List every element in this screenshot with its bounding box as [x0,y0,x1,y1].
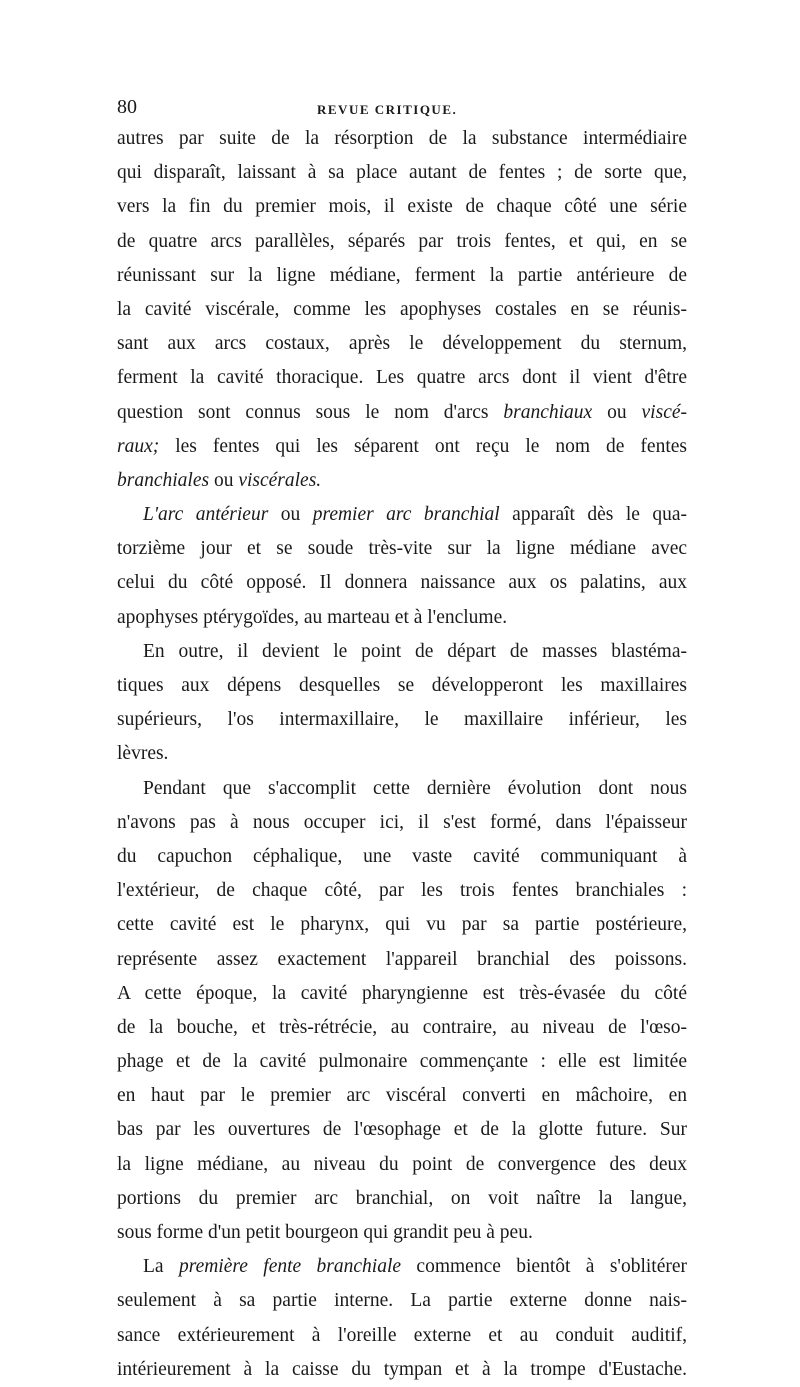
text-line: cette cavité est le pharynx, qui vu par sa partie postérieure, [117,914,687,936]
text-line: bas par les ouvertures de l'œsophage et de la glotte future. Sur [117,1119,687,1141]
text-line: qui disparaît, laissant à sa place autant de fentes ; de sorte que, [117,162,687,184]
text-line: seulement à sa partie interne. La partie externe donne nais- [117,1290,687,1312]
text-line: autres par suite de la résorption de la substance intermédiaire [117,128,687,149]
text-line: de quatre arcs parallèles, séparés par trois fentes, et qui, en se [117,230,687,252]
text-line: intérieurement à la caisse du tympan et à la trompe d'Eustache. [117,1358,687,1380]
body-text [117,122,687,1387]
text-line: sous forme d'un petit bourgeon qui grandit peu à peu. [117,1222,533,1243]
text-line: la ligne médiane, au niveau du point de convergence des deux [117,1153,687,1175]
text-line: La première fente branchiale commence bientôt à s'oblitérer [143,1256,687,1278]
text-line: représente assez exactement l'appareil branchial des poissons. [117,948,687,970]
text-line: n'avons pas à nous occuper ici, il s'est formé, dans l'épaisseur [117,811,687,833]
text-line: sance extérieurement à l'oreille externe et au conduit auditif, [117,1324,687,1346]
text-line: de la bouche, et très-rétrécie, au contraire, au niveau de l'œso- [117,1016,687,1038]
text-line: lèvres. [117,743,169,765]
text-line: Pendant que s'accomplit cette dernière évolution dont nous [143,777,687,799]
text-line: celui du côté opposé. Il donnera naissance aux os palatins, aux [117,572,687,594]
text-line: réunissant sur la ligne médiane, ferment la partie antérieure de [117,264,687,286]
text-line: torzième jour et se soude très-vite sur la ligne médiane avec [117,538,687,560]
text-line: portions du premier arc branchial, on voit naître la langue, [117,1187,687,1209]
text-line: supérieurs, l'os intermaxillaire, le maxillaire inférieur, les [117,709,687,731]
text-line: question sont connus sous le nom d'arcs branchiaux ou viscé- [117,401,687,423]
text-line: ferment la cavité thoracique. Les quatre arcs dont il vient d'être [117,367,687,389]
text-line: tiques aux dépens desquelles se développeront les maxillaires [117,675,687,696]
text-line: En outre, il devient le point de départ de masses blastéma- [143,640,687,662]
text-line: apophyses ptérygoïdes, au marteau et à l'enclume. [117,606,508,628]
text-line: du capuchon céphalique, une vaste cavité communiquant à [117,845,687,867]
text-line: la cavité viscérale, comme les apophyses costales en se réunis- [117,298,687,320]
text-line: branchiales ou viscérales. [117,469,322,491]
text-line: l'extérieur, de chaque côté, par les trois fentes branchiales : [117,880,687,902]
text-line: L'arc antérieur ou premier arc branchial apparaît dès le qua- [143,504,688,526]
text-line: raux; les fentes qui les séparent ont reçu le nom de fentes [117,435,687,457]
text-line: A cette époque, la cavité pharyngienne est très-évasée du côté [117,982,687,1004]
text-line: en haut par le premier arc viscéral converti en mâchoire, en [117,1085,687,1107]
text-line: vers la fin du premier mois, il existe de chaque côté une série [117,196,687,218]
running-head [117,96,687,120]
text-line: sant aux arcs costaux, après le développement du sternum, [117,333,687,355]
journal-title: REVUE CRITIQUE. [317,102,458,117]
page-number: 80 [117,96,137,118]
text-line: phage et de la cavité pulmonaire commençante : elle est limitée [117,1051,687,1073]
